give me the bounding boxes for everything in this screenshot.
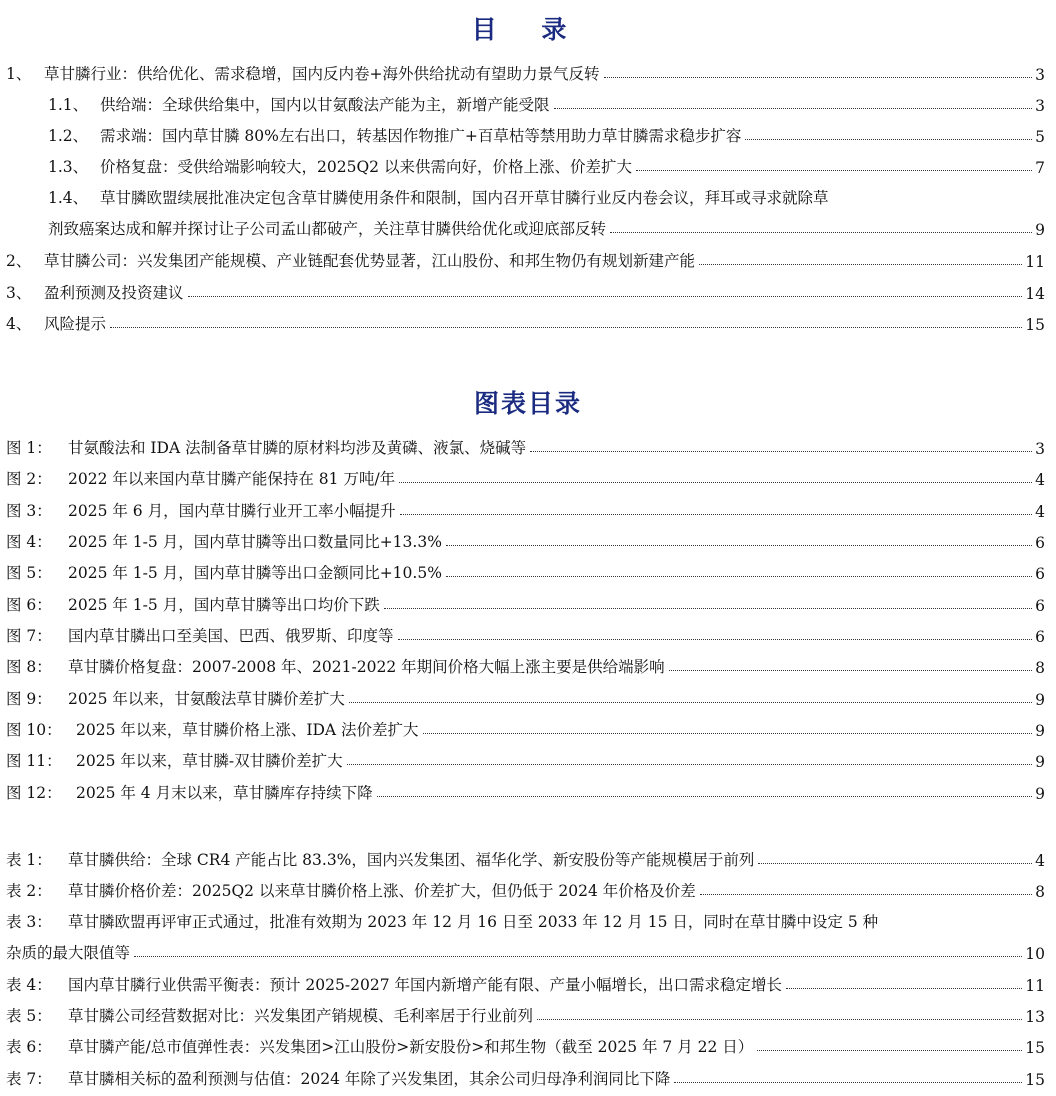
figure-entry[interactable] xyxy=(0,747,1056,771)
toc-entry[interactable] xyxy=(0,184,1056,208)
figure-entry-text: 国内草甘膦出口至美国、巴西、俄罗斯、印度等 xyxy=(68,627,394,645)
figure-entry-page: 3 xyxy=(1035,440,1045,458)
leader-dots xyxy=(134,956,1022,957)
leader-dots xyxy=(377,796,1033,797)
figure-entry[interactable] xyxy=(0,497,1056,521)
table-entry[interactable] xyxy=(0,1002,1056,1026)
leader-dots xyxy=(110,327,1022,328)
table-entry[interactable] xyxy=(0,1065,1056,1089)
leader-dots xyxy=(537,1019,1022,1020)
figure-entry-number: 图 2： xyxy=(6,470,52,488)
figure-entry-number: 图 9： xyxy=(6,690,52,708)
leader-dots xyxy=(757,1050,1022,1051)
figure-entry[interactable] xyxy=(0,434,1056,458)
table-entry-text: 草甘膦价格价差：2025Q2 以来草甘膦价格上涨、价差扩大，但仍低于 2024 年价格及价差 xyxy=(68,882,696,900)
table-entry-page: 4 xyxy=(1035,852,1045,870)
leader-dots xyxy=(745,139,1032,140)
figure-entry-number: 图 10： xyxy=(6,721,62,739)
table-entry-number: 表 4： xyxy=(6,976,52,994)
leader-dots xyxy=(610,232,1032,233)
table-entry[interactable] xyxy=(0,846,1056,870)
table-entry-page: 11 xyxy=(1025,977,1045,995)
toc-entry-text: 需求端：国内草甘膦 80%左右出口，转基因作物推广+百草枯等禁用助力草甘膦需求稳步扩容 xyxy=(100,127,742,145)
toc-entry-number: 3、 xyxy=(6,284,32,302)
table-entry[interactable] xyxy=(0,1033,1056,1057)
figure-entry-text: 2025 年以来，草甘膦价格上涨、IDA 法价差扩大 xyxy=(76,721,419,739)
table-entry-page: 15 xyxy=(1025,1039,1045,1057)
table-entry-text: 草甘膦供给：全球 CR4 产能占比 83.3%，国内兴发集团、福华化学、新安股份等产能规模居于前列 xyxy=(68,851,755,869)
toc-entry-text: 草甘膦行业：供给优化、需求稳增，国内反内卷+海外供给扰动有望助力景气反转 xyxy=(44,65,600,83)
leader-dots xyxy=(349,702,1032,703)
toc-entry-page: 3 xyxy=(1035,66,1045,84)
table-entry-text: 草甘膦相关标的盈利预测与估值：2024 年除了兴发集团，其余公司归母净利润同比下降 xyxy=(68,1070,671,1088)
toc-entry-number: 1、 xyxy=(6,65,32,83)
figure-entry[interactable] xyxy=(0,465,1056,489)
toc-entry[interactable] xyxy=(0,122,1056,146)
leader-dots xyxy=(699,264,1022,265)
leader-dots xyxy=(347,764,1033,765)
leader-dots xyxy=(674,1082,1022,1083)
leader-dots xyxy=(446,576,1032,577)
figure-entry-number: 图 1： xyxy=(6,439,52,457)
leader-dots xyxy=(384,608,1032,609)
table-entry-number: 表 7： xyxy=(6,1070,52,1088)
leader-dots xyxy=(669,670,1033,671)
figure-entry-number: 图 6： xyxy=(6,596,52,614)
toc-entry-page: 15 xyxy=(1025,316,1045,334)
table-entry-number: 表 3： xyxy=(6,913,52,931)
table-entry-continued[interactable] xyxy=(0,939,1056,963)
figure-entry-number: 图 12： xyxy=(6,784,62,802)
figure-entry-number: 图 5： xyxy=(6,564,52,582)
toc-entry-text: 盈利预测及投资建议 xyxy=(44,284,184,302)
toc-entry[interactable] xyxy=(0,153,1056,177)
toc-entry-continued[interactable] xyxy=(0,215,1056,239)
table-entry-page: 15 xyxy=(1025,1071,1045,1089)
table-entry-number: 表 5： xyxy=(6,1007,52,1025)
table-entry-page: 8 xyxy=(1035,883,1045,901)
toc-entry-text: 剂致癌案达成和解并探讨让子公司孟山都破产，关注草甘膦供给优化或迎底部反转 xyxy=(48,220,607,238)
figure-entry-number: 图 4： xyxy=(6,533,52,551)
figure-entry-page: 6 xyxy=(1035,597,1045,615)
figure-entry-text: 2022 年以来国内草甘膦产能保持在 81 万吨/年 xyxy=(68,470,396,488)
table-entry[interactable] xyxy=(0,877,1056,901)
table-entry-text: 草甘膦产能/总市值弹性表：兴发集团>江山股份>新安股份>和邦生物（截至 2025 年 7 月 22 日） xyxy=(68,1038,754,1056)
table-entry-number: 表 2： xyxy=(6,882,52,900)
figure-entry[interactable] xyxy=(0,528,1056,552)
toc-entry-text: 供给端：全球供给集中，国内以甘氨酸法产能为主，新增产能受限 xyxy=(100,96,550,114)
figure-entry-page: 9 xyxy=(1035,785,1045,803)
figure-entry-text: 2025 年 1-5 月，国内草甘膦等出口数量同比+13.3% xyxy=(68,533,442,551)
figure-entry-text: 2025 年 6 月，国内草甘膦行业开工率小幅提升 xyxy=(68,502,396,520)
figure-entry-page: 6 xyxy=(1035,534,1045,552)
figure-entry-text: 2025 年以来，甘氨酸法草甘膦价差扩大 xyxy=(68,690,345,708)
leader-dots xyxy=(400,514,1033,515)
toc-entry[interactable] xyxy=(0,247,1056,271)
figure-entry[interactable] xyxy=(0,653,1056,677)
table-entry-number: 表 1： xyxy=(6,851,52,869)
toc-entry-number: 1.4、 xyxy=(48,189,89,207)
leader-dots xyxy=(786,988,1022,989)
toc-entry-text: 风险提示 xyxy=(44,315,107,333)
figure-entry[interactable] xyxy=(0,685,1056,709)
toc-entry-text: 草甘膦公司：兴发集团产能规模、产业链配套优势显著，江山股份、和邦生物仍有规划新建产能 xyxy=(44,252,696,270)
toc-entry-number: 2、 xyxy=(6,252,32,270)
figure-entry[interactable] xyxy=(0,622,1056,646)
table-entry-text: 草甘膦公司经营数据对比：兴发集团产销规模、毛利率居于行业前列 xyxy=(68,1007,534,1025)
leader-dots xyxy=(188,296,1023,297)
toc-entry-page: 14 xyxy=(1025,285,1045,303)
figure-entry[interactable] xyxy=(0,779,1056,803)
toc-entry-text: 价格复盘：受供给端影响较大，2025Q2 以来供需向好，价格上涨、价差扩大 xyxy=(100,158,632,176)
figures-title: 图表目录 xyxy=(473,389,582,418)
table-entry[interactable] xyxy=(0,908,1056,932)
figure-entry-number: 图 3： xyxy=(6,502,52,520)
leader-dots xyxy=(398,639,1033,640)
figure-entry-page: 9 xyxy=(1035,753,1045,771)
table-entry-text: 草甘膦欧盟再评审正式通过，批准有效期为 2023 年 12 月 16 日至 2033 年 12 月 15 日，同时在草甘膦中设定 5 种 xyxy=(68,913,879,931)
leader-dots xyxy=(399,482,1032,483)
table-entry-page: 13 xyxy=(1025,1008,1045,1026)
figure-entry-page: 9 xyxy=(1035,691,1045,709)
toc-entry-page: 7 xyxy=(1035,159,1045,177)
figure-entry-text: 2025 年 1-5 月，国内草甘膦等出口均价下跌 xyxy=(68,596,380,614)
leader-dots xyxy=(530,451,1032,452)
leader-dots xyxy=(554,108,1033,109)
figure-entry-text: 2025 年以来，草甘膦-双甘膦价差扩大 xyxy=(76,752,343,770)
leader-dots xyxy=(758,863,1032,864)
toc-entry-number: 1.2、 xyxy=(48,127,89,145)
leader-dots xyxy=(636,170,1032,171)
toc-entry-text: 草甘膦欧盟续展批准决定包含草甘膦使用条件和限制，国内召开草甘膦行业反内卷会议，拜耳或寻求就除草 xyxy=(100,189,829,207)
toc-title: 目 录 xyxy=(471,15,585,44)
figure-entry-text: 草甘膦价格复盘：2007-2008 年、2021-2022 年期间价格大幅上涨主要是供给端影响 xyxy=(68,658,665,676)
leader-dots xyxy=(604,77,1033,78)
table-entry-text: 杂质的最大限值等 xyxy=(6,944,131,962)
figure-entry-number: 图 8： xyxy=(6,658,52,676)
toc-entry[interactable] xyxy=(0,279,1056,303)
figure-entry-text: 甘氨酸法和 IDA 法制备草甘膦的原材料均涉及黄磷、液氯、烧碱等 xyxy=(68,439,527,457)
figure-entry-text: 2025 年 4 月末以来，草甘膦库存持续下降 xyxy=(76,784,373,802)
figure-entry-page: 9 xyxy=(1035,722,1045,740)
toc-entry[interactable] xyxy=(0,60,1056,84)
toc-entry-number: 1.3、 xyxy=(48,158,89,176)
table-entry-page: 10 xyxy=(1025,945,1045,963)
toc-entry-page: 9 xyxy=(1035,221,1045,239)
figure-entry-page: 6 xyxy=(1035,628,1045,646)
leader-dots xyxy=(423,733,1033,734)
toc-entry[interactable] xyxy=(0,310,1056,334)
figure-entry-page: 4 xyxy=(1035,503,1045,521)
figure-entry[interactable] xyxy=(0,559,1056,583)
toc-entry-number: 4、 xyxy=(6,315,32,333)
toc-entry-number: 1.1、 xyxy=(48,96,89,114)
figure-entry-page: 8 xyxy=(1035,659,1045,677)
figure-entry-text: 2025 年 1-5 月，国内草甘膦等出口金额同比+10.5% xyxy=(68,564,442,582)
table-entry-number: 表 6： xyxy=(6,1038,52,1056)
figure-entry[interactable] xyxy=(0,716,1056,740)
toc-entry[interactable] xyxy=(0,91,1056,115)
leader-dots xyxy=(446,545,1032,546)
figure-entry-number: 图 7： xyxy=(6,627,52,645)
leader-dots xyxy=(700,894,1032,895)
table-entry-text: 国内草甘膦行业供需平衡表：预计 2025-2027 年国内新增产能有限、产量小幅增长，出口需求稳定增长 xyxy=(68,976,782,994)
figure-entry-page: 4 xyxy=(1035,471,1045,489)
toc-entry-page: 11 xyxy=(1025,253,1045,271)
toc-entry-page: 3 xyxy=(1035,97,1045,115)
toc-entry-page: 5 xyxy=(1035,128,1045,146)
figure-entry-page: 6 xyxy=(1035,565,1045,583)
figure-entry-number: 图 11： xyxy=(6,752,62,770)
table-entry[interactable] xyxy=(0,971,1056,995)
figure-entry[interactable] xyxy=(0,591,1056,615)
